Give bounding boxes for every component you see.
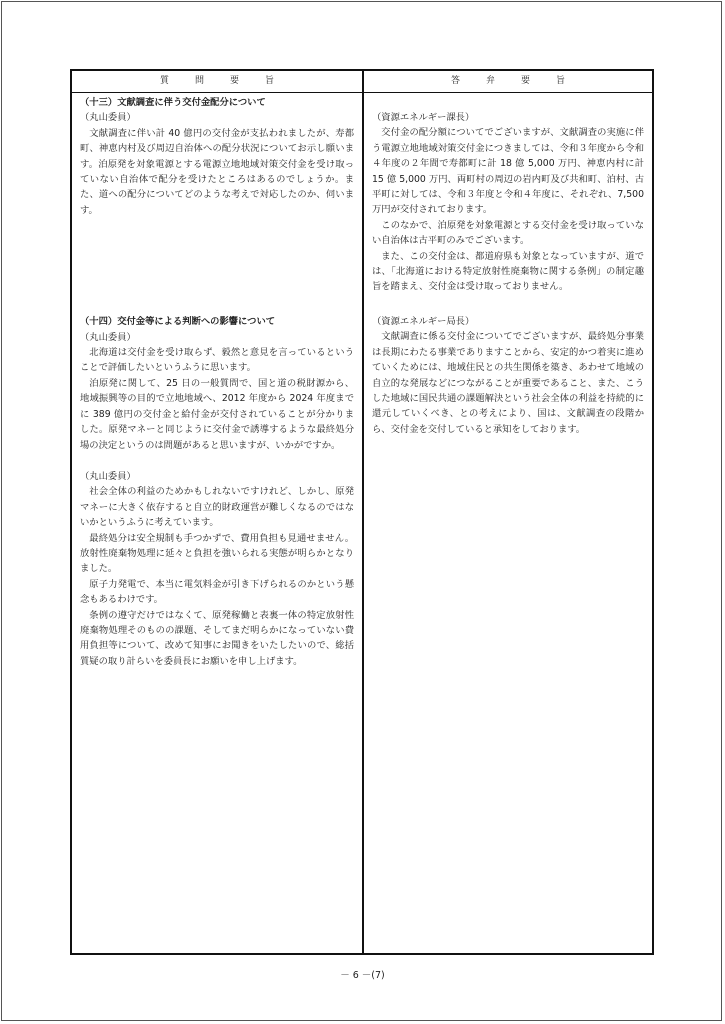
section-14-title: （十四）交付金等による判断への影響について xyxy=(80,316,276,328)
followup-speaker: （丸山委員） xyxy=(80,470,136,482)
qa-table xyxy=(70,69,654,955)
followup-paragraph: 最終処分は安全規制も手つかずで、費用負担も見通せません。放射性廃棄物処理に延々と負担を強いられる実態が明らかとなりました。 xyxy=(80,532,354,575)
section-13-answer-paragraph: このなかで、泊原発を対象電源とする交付金を受け取っていない自治体は古平町のみでございます。 xyxy=(372,219,644,247)
column-divider xyxy=(362,71,364,953)
followup-paragraph: 条例の遵守だけではなくて、原発稼働と表裏一体の特定放射性廃棄物処理そのものの課題、そしてまだ明らかになっていない費用負担等について、改めて知事にお聞きをいたしたいので、総括質疑の取り計らいを委員長にお願いを申し上げます。 xyxy=(80,609,354,667)
followup-paragraph: 原子力発電で、本当に電気料金が引き下げられるのかという懸念もあるわけです。 xyxy=(80,578,354,606)
section-14-question-paragraph: 泊原発に関して、25 日の一般質問で、国と道の税財源から、地域振興等の目的で立地地域へ、2012 年度から 2024 年度までに 389 億円の交付金と給付金が交付されていることが分かりました。原発マネーと同じように交付金で誘導するような最終処分場の決定というのは問題があると思いますが、いかがですか。 xyxy=(80,377,354,451)
page-number: － 6 －(7) xyxy=(340,970,385,981)
section-13-answer-speaker: （資源エネルギー課長） xyxy=(372,112,475,123)
section-13-question-text: 文献調査に伴い計 40 億円の交付金が支払われましたが、寿都町、神恵内村及び周辺自治体への配分状況についてお示し願います。泊原発を対象電源とする電源立地地域対策交付金を受け取っていない自治体で配分を受けたところはあるのでしょうか。また、道への配分についてどのような考えで対応したのか、伺います。 xyxy=(80,127,354,216)
answer-column-header: 答弁要旨 xyxy=(450,76,591,86)
section-14-answer-speaker: （資源エネルギー局長） xyxy=(372,315,475,327)
question-column-header: 質問要旨 xyxy=(159,76,300,86)
question-column xyxy=(80,95,354,669)
followup-paragraph: 社会全体の利益のためかもしれないですけれど、しかし、原発マネーに大きく依存すると自立的財政運営が難しくなるのではないかというふうに考えています。 xyxy=(80,486,354,529)
section-14-question-paragraph: 北海道は交付金を受け取らず、毅然と意見を言っているということで評価したいというふうに思います。 xyxy=(80,347,354,374)
section-13-question-speaker: （丸山委員） xyxy=(80,112,136,124)
section-14-answer-text: 文献調査に係る交付金についてでございますが、最終処分事業は長期にわたる事業でありますことから、安定的かつ着実に進めていくためには、地域住民との共生関係を築き、あわせて地域の自立的な発展などにつながることが重要であること、また、こうした地域に国民共通の課題解決という社会全体の利益を持続的に還元していくべき、との考えにより、国は、文献調査の段階から、交付金を交付していると承知をしております。 xyxy=(372,331,644,435)
section-14-question-speaker: （丸山委員） xyxy=(80,331,136,343)
section-13-answer-paragraph: 交付金の配分額についてでございますが、文献調査の実施に伴う電源立地地域対策交付金につきましては、令和３年度から令和４年度の２年間で寿都町に計 18 億 5,000 万円、神恵内村に計 15 億 5,000 万円、両町村の周辺の岩内町及び共和町、泊村、古平町に対しては、令和３年度と令和４年度に、それぞれ、7,500 万円が交付されております。 xyxy=(372,127,644,216)
answer-column xyxy=(372,95,644,437)
section-13-answer-paragraph: また、この交付金は、都道府県も対象となっていますが、道では、「北海道における特定放射性廃棄物に関する条例」の制定趣旨を踏まえ、交付金は受け取っておりません。 xyxy=(372,250,644,293)
section-13-title: （十三）文献調査に伴う交付金配分について xyxy=(80,97,266,108)
